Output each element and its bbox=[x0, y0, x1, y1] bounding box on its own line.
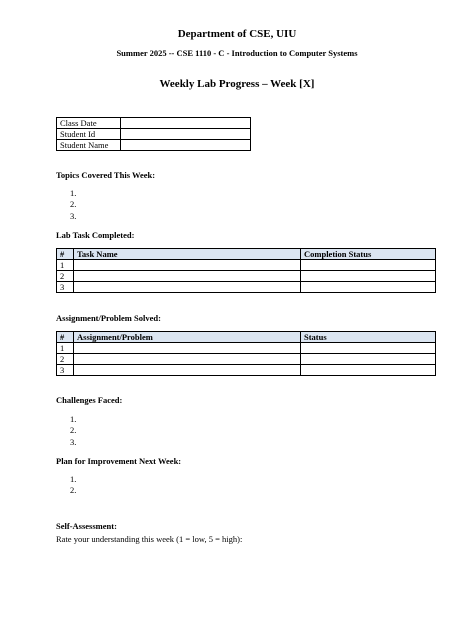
list-item: 1. bbox=[70, 474, 77, 484]
table-cell: 3 bbox=[57, 282, 74, 293]
assignment-table bbox=[56, 331, 436, 376]
column-header: Assignment/Problem bbox=[74, 332, 301, 343]
assignment-heading: Assignment/Problem Solved: bbox=[56, 313, 161, 323]
list-item: 2. bbox=[70, 199, 77, 210]
info-label-student-id: Student Id bbox=[57, 129, 121, 140]
column-header: # bbox=[57, 332, 74, 343]
course-heading: Summer 2025 -- CSE 1110 - C - Introduction to Computer Systems bbox=[116, 48, 358, 58]
table-cell: 2 bbox=[57, 271, 74, 282]
student-info-table bbox=[56, 117, 251, 151]
challenges-list bbox=[70, 414, 76, 448]
list-item: 2. bbox=[70, 485, 77, 496]
document-title: Weekly Lab Progress – Week [X] bbox=[159, 78, 315, 90]
list-item: 1. bbox=[70, 188, 77, 198]
self-assessment-prompt: Rate your understanding this week (1 = low, 5 = high): bbox=[56, 534, 243, 544]
table-row bbox=[57, 282, 436, 293]
lab-task-heading: Lab Task Completed: bbox=[56, 230, 135, 240]
challenges-heading: Challenges Faced: bbox=[56, 395, 123, 405]
self-assessment-heading: Self-Assessment: bbox=[56, 521, 117, 531]
table-cell bbox=[74, 343, 301, 354]
topics-list bbox=[70, 188, 76, 222]
table-cell bbox=[301, 282, 436, 293]
table-cell bbox=[74, 354, 301, 365]
table-cell bbox=[301, 343, 436, 354]
table-header-row bbox=[57, 249, 436, 260]
table-cell bbox=[74, 282, 301, 293]
lab-task-table bbox=[56, 248, 436, 293]
table-cell: 2 bbox=[57, 354, 74, 365]
table-row bbox=[57, 118, 251, 129]
plan-list bbox=[70, 474, 76, 497]
table-cell: 1 bbox=[57, 343, 74, 354]
topics-heading: Topics Covered This Week: bbox=[56, 170, 156, 180]
table-row bbox=[57, 343, 436, 354]
table-cell: 3 bbox=[57, 365, 74, 376]
table-cell bbox=[74, 271, 301, 282]
info-value-student-name bbox=[121, 140, 251, 151]
info-label-class-date: Class Date bbox=[57, 118, 121, 129]
table-row bbox=[57, 260, 436, 271]
info-value-class-date bbox=[121, 118, 251, 129]
column-header: Completion Status bbox=[301, 249, 436, 260]
table-cell bbox=[301, 271, 436, 282]
department-heading: Department of CSE, UIU bbox=[177, 28, 297, 40]
table-header-row bbox=[57, 332, 436, 343]
info-value-student-id bbox=[121, 129, 251, 140]
list-item: 1. bbox=[70, 414, 77, 424]
table-cell bbox=[301, 260, 436, 271]
list-item: 3. bbox=[70, 210, 77, 221]
table-cell bbox=[301, 354, 436, 365]
list-item: 2. bbox=[70, 425, 77, 436]
table-cell bbox=[74, 365, 301, 376]
column-header: Task Name bbox=[74, 249, 301, 260]
list-item: 3. bbox=[70, 436, 77, 447]
table-cell: 1 bbox=[57, 260, 74, 271]
table-row bbox=[57, 140, 251, 151]
table-row bbox=[57, 129, 251, 140]
table-cell bbox=[74, 260, 301, 271]
column-header: # bbox=[57, 249, 74, 260]
table-row bbox=[57, 271, 436, 282]
plan-heading: Plan for Improvement Next Week: bbox=[56, 456, 182, 466]
table-row bbox=[57, 354, 436, 365]
table-row bbox=[57, 365, 436, 376]
table-cell bbox=[301, 365, 436, 376]
info-label-student-name: Student Name bbox=[57, 140, 121, 151]
column-header: Status bbox=[301, 332, 436, 343]
